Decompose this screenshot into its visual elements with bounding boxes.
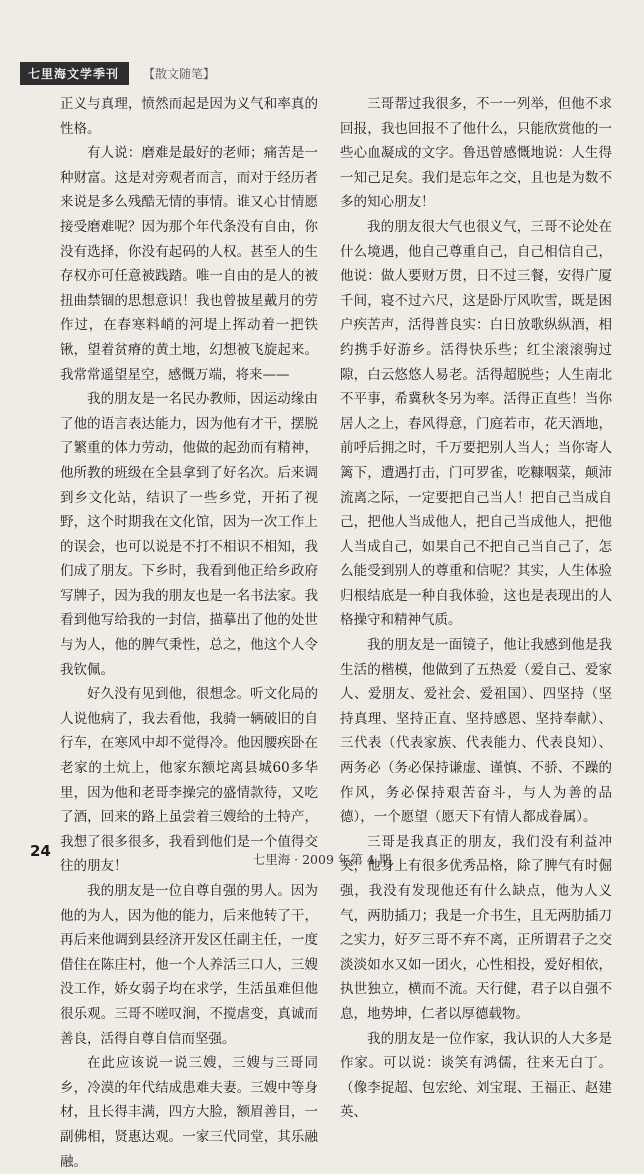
paragraph: 三哥帮过我很多，不一一列举，但他不求回报，我也回报不了他什么，只能欣赏他的一些心血凝成的文字。鲁迅曾感慨地说：人生得一知己足矣。我们是忘年之交，且也是为数不多的知心朋友！ [340, 96, 612, 211]
magazine-badge: 七里海文学季刊 [20, 62, 129, 85]
issue-line: 七里海 · 2009 年第 4 期 [252, 852, 392, 867]
paragraph: 有人说：磨难是最好的老师；痛苦是一种财富。这是对旁观者而言，而对于经历者来说是多么残酷无情的事情。谁又心甘情愿接受磨难呢？因为那个年代条没有自由，你没有选择，你没有起码的人权。甚至人的生存权亦可任意被践踏。唯一自由的是人的被扭曲禁锢的思想意识！我也曾披星戴月的劳作过，在春寒料峭的河堤上挥动着一把铁锹，望着贫瘠的黄土地，幻想被飞旋起来。我常常遥望星空，感慨万端，将来—— [60, 145, 318, 383]
paragraph: 我的朋友是一面镜子，他让我感到他是我生活的楷模，他做到了五热爱（爱自己、爱家人、爱朋友、爱社会、爱祖国）、四坚持（坚持真理、坚持正直、坚持感恩、坚持奉献）、三代表（代表家族、代表能力、代表良知）、两务必（务必保持谦虚、谨慎、不骄、不躁的作风，务必保持艰苦奋斗，与人为善的品德），一个愿望（愿天下有情人都成眷属）。 [340, 637, 612, 826]
paragraph: 在此应该说一说三嫂，三嫂与三哥同乡，冷漠的年代结成患难夫妻。三嫂中等身材，且长得丰满，四方大脸，额眉善目，一副佛相，贤惠达观。一家三代同堂，其乐融融。 [60, 1055, 318, 1170]
page-footer [0, 842, 644, 872]
paragraph: 我的朋友是一名民办教师，因运动缘由了他的语言表达能力，因为他有才干，摆脱了繁重的体力劳动，他做的起劲而有精神，他所教的班级在全县拿到了好名次。后来调到乡文化站，结识了一些乡党，开拓了视野，这个时期我在文化馆，因为一次工作上的误会，也可以说是不打不相识不相知，我们成了朋友。下乡时，我看到他正给乡政府写牌子，因为我的朋友也是一名书法家。我看到他写给我的一封信，描摹出了他的处世与为人，他的脾气秉性，总之，他这个人令我钦佩。 [60, 391, 318, 678]
paragraph: 三哥是我真正的朋友，我们没有利益冲突，他身上有很多优秀品格，除了脾气有时倔强，我没有发现他还有什么缺点，他为人义气，两肋插刀；我是一介书生，且无两肋插刀之实力，好歹三哥不弃不离，正所谓君子之交淡淡如水又如一团火，心性相投，爱好相依，执世独立，横而不流。天行健，君子以自强不息，地势坤，仁者以厚德载物。 [340, 833, 612, 1022]
paragraph: 正义与真理，愤然而起是因为义气和率真的性格。 [60, 96, 318, 137]
left-column [60, 92, 318, 1170]
paragraph: 好久没有见到他，很想念。听文化局的人说他病了，我去看他，我骑一辆破旧的自行车，在寒风中却不觉得冷。他因腰疾卧在老家的土炕上，他家东额坨离县城60多华里，因为他和老哥李操完的盛情款待，又吃了酒，回来的路上虽尝着三嫂给的土特产，我想了很多很多，我看到他们是一个值得交往的朋友！ [60, 686, 318, 875]
page-header [20, 60, 630, 86]
page-number: 24 [30, 842, 51, 860]
column-tag: 【散文随笔】 [143, 66, 216, 81]
paragraph: 我的朋友是一位作家，我认识的人大多是作家。可以说：谈笑有鸿儒，往来无白丁。（像李捉超、包宏纶、刘宝琨、王福正、赵建英、 [340, 1030, 612, 1121]
right-column [340, 92, 612, 1121]
paragraph: 我的朋友是一位自尊自强的男人。因为他的为人，因为他的能力，后来他转了干，再后来他调到县经济开发区任副主任，一度借住在陈庄村，他一个人养活三口人，三嫂没工作，娇女弱子均在求学，生活虽难但他很乐观。三哥不嗟叹涧，不搅虐变，真诚而善良，活得自尊自信而坚强。 [60, 883, 318, 1047]
paragraph: 我的朋友很大气也很义气，三哥不论处在什么境遇，他自己尊重自己，自己相信自己，他说：做人要财万贯，日不过三餐，安得广厦千间，寝不过六尺，这是卧厅风吹雪，既是困户疾苦声，活得普良实：白日放歌纵纵酒，相约携手好游乡。活得快乐些；红尘滚滚驹过隙，白云悠悠人易老。活得超脱些；人生南北不平事，希冀秋冬另为率。活得正直些！当你居人之上，春风得意，门庭若市，花天酒地，前呼后拥之时，千万要把别人当人；当你寄人篱下，遭遇打击，门可罗雀，吃糠咽菜，颠沛流离之际，一定要把自己当人！把自己当成自己，把他人当成他人，把自己当成他人，把他人当成自己，如果自己不把自己当自己了，怎么能受到别人的尊重和信呢？其实，人生体验归根结底是一种自我体验，这也是表现出的人格操守和精神气质。 [340, 218, 612, 629]
